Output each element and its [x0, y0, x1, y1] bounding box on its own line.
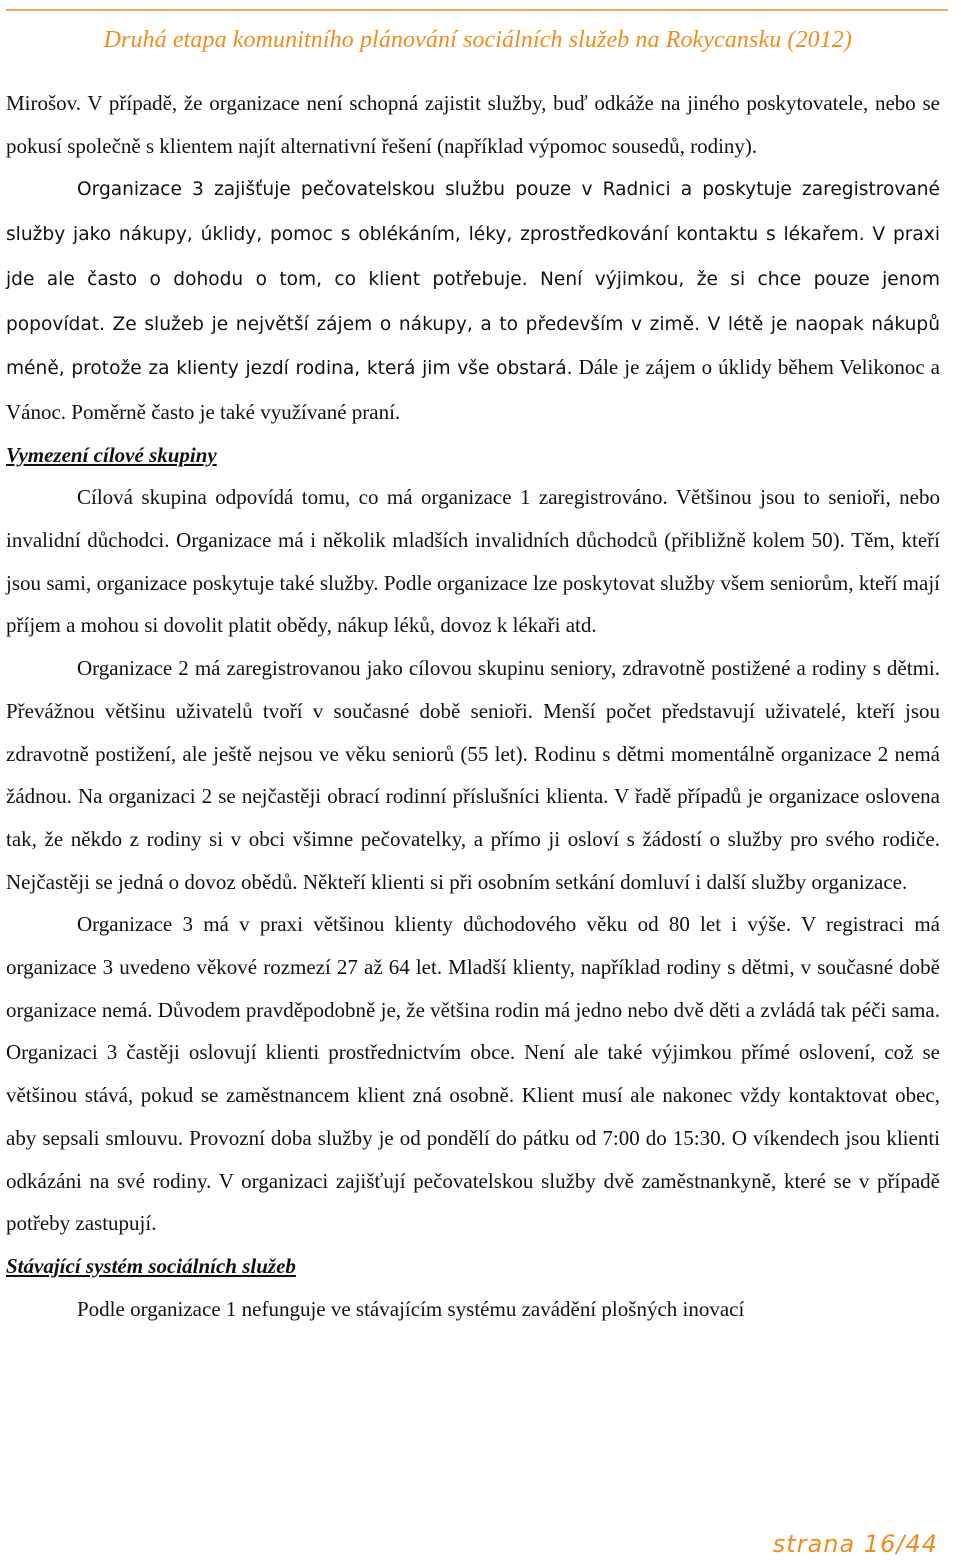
paragraph-organizace-1-target: Cílová skupina odpovídá tomu, co má organizace 1 zaregistrováno. Většinou jsou to senioři, nebo invalidní důchodci. Organizace má i několik mladších invalidních důchodců (přibližně kolem 50). Těm, kteří jsou sami, organizace poskytuje také služby. Podle organizace lze poskytovat služby všem seniorům, kteří mají příjem a mohou si dovolit platit obědy, nákup léků, dovoz k lékaři atd.	[6, 485, 940, 638]
paragraph-organizace-3-services	[6, 167, 940, 433]
document-body	[6, 82, 940, 1330]
document-header-title: Druhá etapa komunitního plánování sociálních služeb na Rokycansku (2012)	[103, 27, 852, 53]
paragraph-organizace-2-target: Organizace 2 má zaregistrovanou jako cílovou skupinu seniory, zdravotně postižené a rodiny s dětmi. Převážnou většinu uživatelů tvoří v současné době senioři. Menší počet představují uživatelé, kteří jsou zdravotně postižení, ale ještě nejsou ve věku seniorů (55 let). Rodinu s dětmi momentálně organizace 2 nemá žádnou. Na organizaci 2 se nejčastěji obrací rodinní příslušníci klienta. V řadě případů je organizace oslovena tak, že někdo z rodiny si v obci všimne pečovatelky, a přímo ji osloví s žádostí o služby pro svého rodiče. Nejčastěji se jedná o dovoz obědů. Někteří klienti si při osobním setkání domluví i další služby organizace.	[6, 656, 940, 894]
page-number: strana 16/44	[772, 1530, 938, 1558]
paragraph-organizace-3-services-text: Organizace 3 zajišťuje pečovatelskou službu pouze v Radnici a poskytuje zaregistrované služby jako nákupy, úklidy, pomoc s oblékáním, léky, zprostředkování kontaktu s lékařem. V praxi jde ale často o dohodu o tom, co klient potřebuje. Není výjimkou, že si chce pouze jenom popovídat. Ze služeb je největší zájem o nákupy, a to především v zimě. V létě je naopak nákupů méně, protože za klienty jezdí rodina, která jim vše obstará.	[6, 179, 940, 380]
section-heading-current-system: Stávající systém sociálních služeb	[6, 1253, 296, 1278]
paragraph-organizace-1-system: Podle organizace 1 nefunguje ve stávajícím systému zavádění plošných inovací	[77, 1296, 745, 1321]
section-heading-target-group: Vymezení cílové skupiny	[6, 442, 217, 467]
paragraph-organizace-3-target: Organizace 3 má v praxi většinou klienty důchodového věku od 80 let i výše. V registraci má organizace 3 uvedeno věkové rozmezí 27 až 64 let. Mladší klienty, například rodiny s dětmi, v současné době organizace nemá. Důvodem pravděpodobně je, že většina rodin má jedno nebo dvě děti a zvládá tak péči sama. Organizaci 3 častěji oslovují klienti prostřednictvím obce. Není ale také výjimkou přímé oslovení, což se většinou stává, pokud se zaměstnancem klient zná osobně. Klient musí ale nakonec vždy kontaktovat obec, aby sepsali smlouvu. Provozní doba služby je od pondělí do pátku od 7:00 do 15:30. O víkendech jsou klienti odkázáni na své rodiny. V organizaci zajišťují pečovatelskou služby dvě zaměstnankyně, které se v případě potřeby zastupují.	[6, 912, 940, 1236]
paragraph-organizace-3-services-tail: Dále je zájem o úklidy během Velikonoc a Vánoc. Poměrně často je také využívané praní.	[6, 355, 940, 424]
paragraph-mirosov: Mirošov. V případě, že organizace není schopná zajistit služby, buď odkáže na jiného poskytovatele, nebo se pokusí společně s klientem najít alternativní řešení (například výpomoc sousedů, rodiny).	[6, 91, 940, 158]
header-rule	[6, 9, 948, 11]
